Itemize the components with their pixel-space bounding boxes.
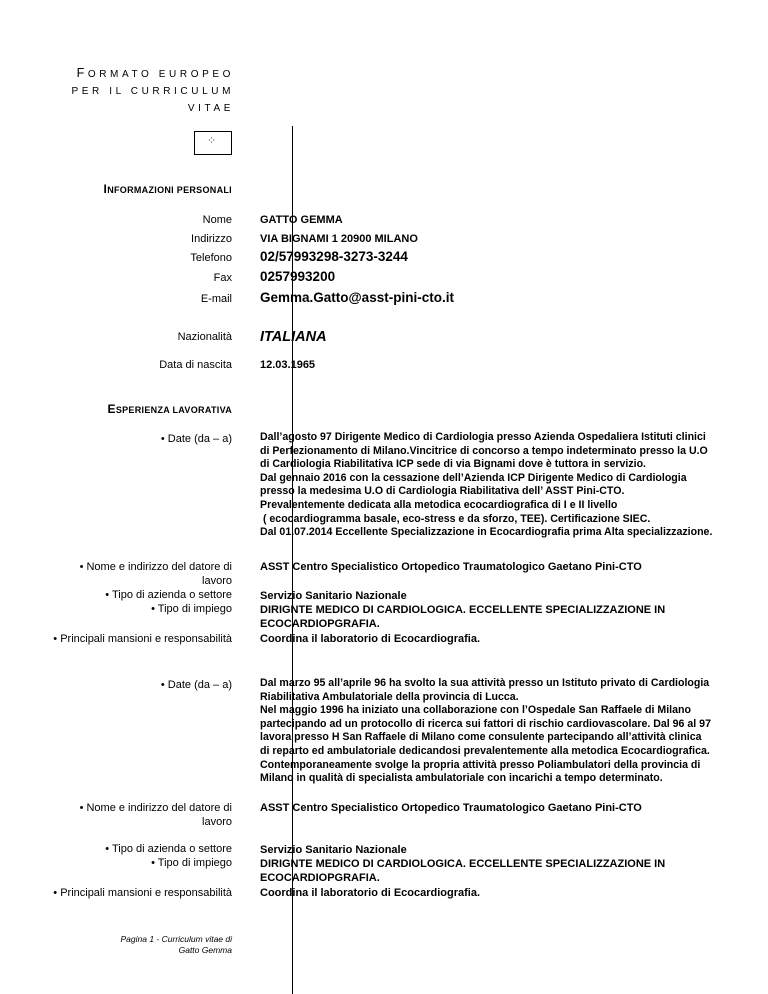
- exp1-line: Prevalentemente dedicata alla metodica ecocardiografica di I e II livello: [260, 498, 618, 511]
- exp2-line: Riabilitativa Ambulatoriale della provincia di Lucca.: [260, 690, 519, 703]
- exp2-line: Dal marzo 95 all’aprile 96 ha svolto la sua attività presso un Istituto privato di Cardiologia: [260, 677, 710, 689]
- exp1-employer-label-line2: lavoro: [202, 575, 232, 587]
- exp1-line: di Cardiologia Riabilitativa ICP sede di via Bignami dove è tuttora in servizio.: [260, 458, 646, 471]
- page-footer: [120, 934, 232, 956]
- exp2-job-label: • Tipo di impiego: [151, 857, 232, 869]
- page-number: 1: [149, 934, 155, 944]
- footer-line1: Pagina 1 - Curriculum vitae di: [120, 934, 232, 944]
- title-line-3: VITAE: [187, 103, 234, 114]
- exp2-job-line2: ECOCARDIOPGRAFIA.: [260, 872, 380, 884]
- exp2-date-label: • Date (da – a): [160, 679, 232, 691]
- exp2-duties-value: Coordina il laboratorio di Ecocardiografia.: [260, 887, 481, 899]
- exp1-sector-value: Servizio Sanitario Nazionale: [260, 590, 407, 602]
- exp2-duties-label: • Principali mansioni e responsabilità: [53, 887, 232, 899]
- email-label: E-mail: [200, 293, 232, 305]
- exp2-employer-label-line1: • Nome e indirizzo del datore di: [79, 802, 232, 814]
- exp1-line: presso la medesima U.O di Cardiologia Riabilitativa dell’ ASST Pini-CTO.: [260, 485, 625, 498]
- exp2-date-description: [260, 677, 730, 786]
- exp1-duties-label: • Principali mansioni e responsabilità: [53, 633, 232, 645]
- exp2-sector-label: • Tipo di azienda o settore: [105, 843, 232, 855]
- document-title: [71, 65, 234, 117]
- title-line-1: FORMATO EUROPEO: [76, 66, 234, 80]
- exp2-employer-value: ASST Centro Specialistico Ortopedico Traumatologico Gaetano Pini-CTO: [260, 802, 642, 814]
- exp2-line: di reparto ed ambulatoriale dedicandosi prevalentemente alla metodica Ecocardiografica.: [260, 744, 710, 757]
- exp2-job-line1: DIRIGNTE MEDICO DI CARDIOLOGICA. ECCELLENTE SPECIALIZZAZIONE IN: [260, 858, 666, 870]
- exp1-employer-value: ASST Centro Specialistico Ortopedico Traumatologico Gaetano Pini-CTO: [260, 561, 642, 573]
- exp2-employer-label: [80, 801, 232, 829]
- exp1-line: di Perfezionamento di Milano.Vincitrice di concorso a tempo indeterminato presso la U.O: [260, 444, 708, 457]
- phone-value: 02/57993298-3273-3244: [260, 249, 408, 264]
- fax-label: Fax: [213, 272, 232, 284]
- exp2-line: partecipando ad un protocollo di ricerca sui fattori di rischio cardiovascolare. Dal 96 al 97: [260, 717, 711, 730]
- exp2-line: lavora presso H San Raffaele di Milano come consulente partecipando all’attività clinica: [260, 731, 702, 744]
- exp1-line: Dal gennaio 2016 con la cessazione dell’Azienda ICP Dirigente Medico di Cardiologia: [260, 471, 687, 484]
- section-work-experience: ESPERIENZA LAVORATIVA: [107, 402, 232, 416]
- nationality-label: Nazionalità: [177, 331, 232, 343]
- exp2-line: Milano in qualità di specialista ambulatoriale con incarichi a tempo determinato.: [260, 772, 663, 785]
- fax-value: 0257993200: [260, 269, 336, 284]
- exp1-sector-label: • Tipo di azienda o settore: [105, 589, 232, 601]
- nationality-value: ITALIANA: [260, 329, 327, 345]
- footer-line2: Gatto Gemma: [178, 945, 232, 955]
- exp1-line: Dall’agosto 97 Dirigente Medico di Cardiologia presso Azienda Ospedaliera Istituti clinici: [260, 431, 706, 443]
- title-line-2: PER IL CURRICULUM: [71, 86, 234, 97]
- address-value: VIA BIGNAMI 1 20900 MILANO: [260, 233, 418, 245]
- exp2-job-value: [260, 857, 665, 885]
- exp1-date-description: [260, 431, 730, 540]
- exp2-employer-label-line2: lavoro: [202, 816, 232, 828]
- exp1-employer-label-line1: • Nome e indirizzo del datore di: [79, 561, 232, 573]
- exp2-sector-value: Servizio Sanitario Nazionale: [260, 844, 407, 856]
- birth-date-label: Data di nascita: [159, 359, 232, 371]
- exp1-job-line2: ECOCARDIOPGRAFIA.: [260, 618, 380, 630]
- exp2-line: Contemporaneamente svolge la propria attività presso Poliambulatori della provincia di: [260, 758, 701, 771]
- name-value: GATTO GEMMA: [260, 214, 343, 226]
- section-personal-info: INFORMAZIONI PERSONALI: [103, 182, 232, 196]
- exp1-line: ( ecocardiogramma basale, eco-stress e da sforzo, TEE). Certificazione SIEC.: [260, 512, 651, 525]
- phone-label: Telefono: [190, 252, 232, 264]
- exp1-job-line1: DIRIGNTE MEDICO DI CARDIOLOGICA. ECCELLENTE SPECIALIZZAZIONE IN: [260, 604, 666, 616]
- exp2-line: Nel maggio 1996 ha iniziato una collaborazione con l’Ospedale San Raffaele di Milano: [260, 704, 691, 717]
- exp1-employer-label: [80, 560, 232, 588]
- birth-date-value: 12.03.1965: [260, 359, 316, 371]
- exp1-line: Dal 01.07.2014 Eccellente Specializzazione in Ecocardiografia prima Alta specializzazione.: [260, 526, 713, 539]
- eu-flag-icon: ⁘: [194, 131, 232, 155]
- email-value: Gemma.Gatto@asst-pini-cto.it: [260, 290, 454, 305]
- exp1-job-value: [260, 603, 665, 631]
- exp1-date-label: • Date (da – a): [160, 433, 232, 445]
- address-label: Indirizzo: [191, 233, 232, 245]
- name-label: Nome: [202, 214, 232, 226]
- exp1-job-label: • Tipo di impiego: [151, 603, 232, 615]
- exp1-duties-value: Coordina il laboratorio di Ecocardiografia.: [260, 633, 481, 645]
